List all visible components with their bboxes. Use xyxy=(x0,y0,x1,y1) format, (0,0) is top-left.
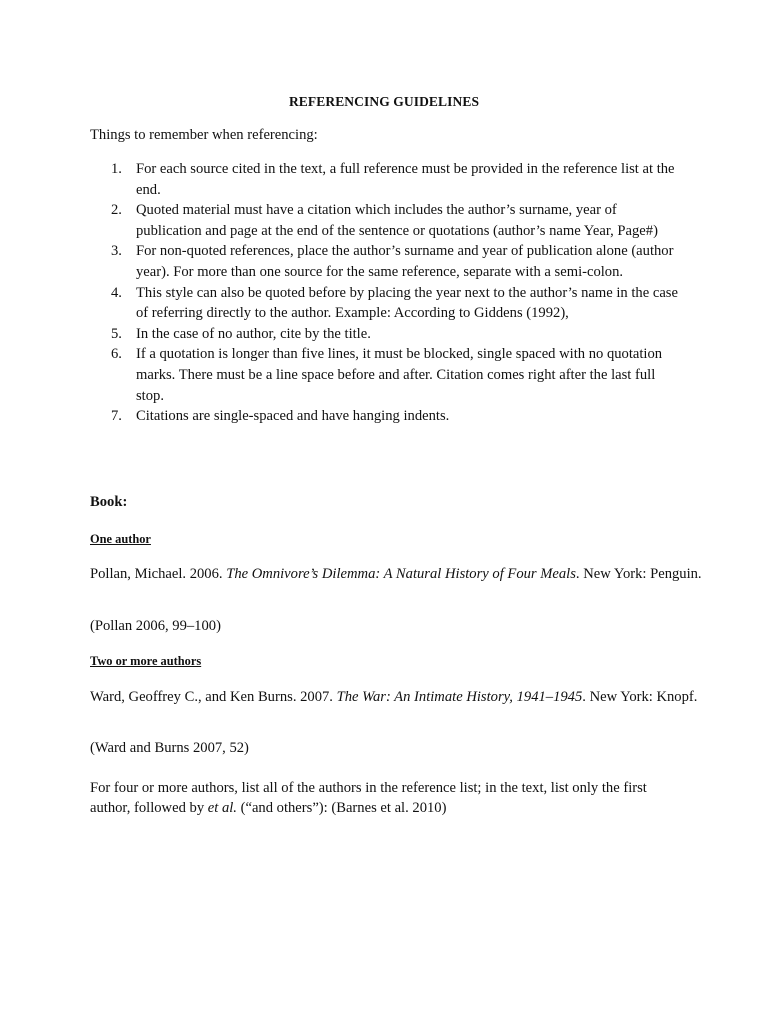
list-item-text: In the case of no author, cite by the title. xyxy=(136,325,371,342)
list-item-text: For each source cited in the text, a full reference must be provided in the reference list at the end. xyxy=(136,161,675,198)
list-number: 6. xyxy=(111,346,122,363)
reference-suffix: . New York: Penguin. xyxy=(575,566,702,582)
list-item-text: This style can also be quoted before by placing the year next to the author’s name in the case of referring directly to the author. Example: According to Giddens (1992), xyxy=(136,284,678,322)
reference-prefix: Pollan, Michael. 2006. xyxy=(90,566,227,582)
list-item xyxy=(90,241,680,282)
guidelines-list xyxy=(90,159,680,427)
reference-title: The Omnivore’s Dilemma: A Natural History of Four Meals xyxy=(226,566,576,582)
et-al-text: et al. xyxy=(207,800,237,816)
reference-suffix: . New York: Knopf. xyxy=(582,689,698,705)
reference-prefix: Ward, Geoffrey C., and Ken Burns. 2007. xyxy=(90,689,337,705)
list-item xyxy=(90,344,680,406)
four-authors-note xyxy=(90,778,690,818)
list-item xyxy=(90,283,680,324)
list-item xyxy=(90,406,680,427)
one-author-citation: (Pollan 2006, 99–100) xyxy=(90,618,221,634)
list-item-text: Quoted material must have a citation which includes the author’s surname, year of publication and page at the end of the sentence or quotations (author’s name Year, Page#) xyxy=(136,202,658,239)
one-author-reference xyxy=(90,565,708,584)
two-authors-heading: Two or more authors xyxy=(90,654,202,668)
two-authors-reference xyxy=(90,688,708,707)
list-item-text: If a quotation is longer than five lines, it must be blocked, single spaced with no quotation marks. There must be a line space before and after. Citation comes right after the last full stop. xyxy=(136,346,663,404)
list-number: 7. xyxy=(111,408,122,425)
one-author-heading: One author xyxy=(90,532,151,546)
list-item xyxy=(90,159,680,200)
list-item-text: For non-quoted references, place the author’s surname and year of publication alone (author year). For more than one source for the same reference, separate with a semi-colon. xyxy=(136,243,674,280)
list-number: 3. xyxy=(111,243,122,260)
list-item-text: Citations are single-spaced and have hanging indents. xyxy=(136,408,450,425)
list-number: 2. xyxy=(111,202,122,219)
list-number: 4. xyxy=(111,284,122,301)
list-item xyxy=(90,200,680,241)
two-authors-citation: (Ward and Burns 2007, 52) xyxy=(90,740,249,756)
list-number: 5. xyxy=(111,325,122,342)
page-title: REFERENCING GUIDELINES xyxy=(288,94,480,109)
book-section-heading: Book: xyxy=(90,494,128,510)
reference-title: The War: An Intimate History, 1941–1945 xyxy=(336,689,583,705)
list-number: 1. xyxy=(111,161,122,177)
note-text-end: (“and others”): (Barnes et al. 2010) xyxy=(236,800,447,816)
intro-text: Things to remember when referencing: xyxy=(90,127,318,143)
list-item xyxy=(90,324,680,345)
note-text: For four or more authors, list all of the authors in the reference list; in the text, list only the first author, followed by xyxy=(90,780,647,816)
